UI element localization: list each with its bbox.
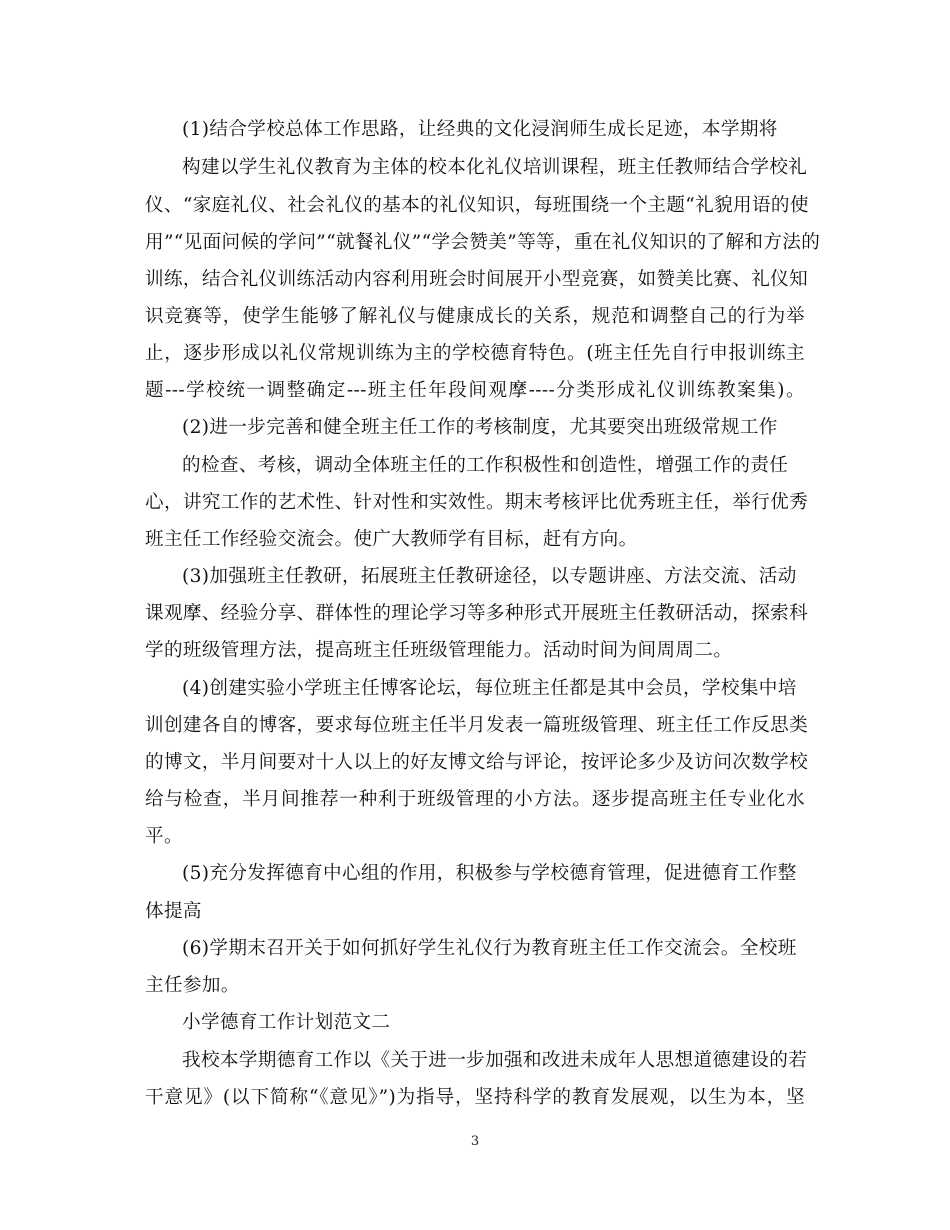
paragraph-4-line-3: 的博文，半月间要对十人以上的好友博文给与评论，按评论多少及访问次数学校 <box>145 752 809 773</box>
paragraph-3-line-2: 课观摩、经验分享、群体性的理论学习等多种形式开展班主任教研活动，探索科 <box>145 603 809 624</box>
paragraph-7-line-2: 干意见》(以下简称“《意见》”)为指导，坚持科学的教育发展观，以生为本，坚 <box>145 1087 805 1108</box>
paragraph-2-line-1: (2)进一步完善和健全班主任工作的考核制度，尤其要突出班级常规工作 <box>182 417 778 438</box>
paragraph-1-line-8: 题---学校统一调整确定---班主任年段间观摩----分类形成礼仪训练教案集)。 <box>145 380 805 401</box>
paragraph-4-line-2: 训创建各自的博客，要求每位班主任半月发表一篇班级管理、班主任工作反思类 <box>145 715 809 736</box>
page-number: 3 <box>470 1134 480 1149</box>
paragraph-2-line-3: 心，讲究工作的艺术性、针对性和实效性。期末考核评比优秀班主任，举行优秀 <box>145 492 809 513</box>
paragraph-3-line-1: (3)加强班主任教研，拓展班主任教研途径，以专题讲座、方法交流、活动 <box>182 566 797 587</box>
paragraph-7-line-1: 我校本学期德育工作以《关于进一步加强和改进未成年人思想道德建设的若 <box>182 1050 808 1071</box>
paragraph-1-line-7: 止，逐步形成以礼仪常规训练为主的学校德育特色。(班主任先自行申报训练主 <box>145 343 805 364</box>
paragraph-1-line-2: 构建以学生礼仪教育为主体的校本化礼仪培训课程，班主任教师结合学校礼 <box>182 157 808 178</box>
section-title: 小学德育工作计划范文二 <box>182 1012 391 1033</box>
paragraph-6-line-1: (6)学期末召开关于如何抓好学生礼仪行为教育班主任工作交流会。全校班 <box>182 938 797 959</box>
paragraph-3-line-3: 学的班级管理方法，提高班主任班级管理能力。活动时间为间周周二。 <box>145 640 733 661</box>
paragraph-4-line-1: (4)创建实验小学班主任博客论坛，每位班主任都是其中会员，学校集中培 <box>182 678 797 699</box>
paragraph-1-line-1: (1)结合学校总体工作思路，让经典的文化浸润师生成长足迹，本学期将 <box>182 119 778 140</box>
paragraph-1-line-3: 仪、“家庭礼仪、社会礼仪的基本的礼仪知识，每班围绕一个主题“礼貌用语的使 <box>145 195 809 216</box>
paragraph-6-line-2: 主任参加。 <box>145 975 240 996</box>
paragraph-1-line-4: 用”“见面问候的学问”“就餐礼仪”“学会赞美”等等，重在礼仪知识的了解和方法的 <box>145 232 821 253</box>
paragraph-2-line-4: 班主任工作经验交流会。使广大教师学有目标，赶有方向。 <box>145 529 638 550</box>
paragraph-1-line-6: 识竞赛等，使学生能够了解礼仪与健康成长的关系，规范和调整自己的行为举 <box>145 306 805 327</box>
paragraph-1-line-5: 训练，结合礼仪训练活动内容利用班会时间展开小型竞赛，如赞美比赛、礼仪知 <box>145 269 809 290</box>
paragraph-4-line-5: 平。 <box>145 826 183 847</box>
paragraph-5-line-1: (5)充分发挥德育中心组的作用，积极参与学校德育管理，促进德育工作整 <box>182 863 797 884</box>
paragraph-5-line-2: 体提高 <box>145 901 202 922</box>
paragraph-4-line-4: 给与检查，半月间推荐一种利于班级管理的小方法。逐步提高班主任专业化水 <box>145 789 805 810</box>
paragraph-2-line-2: 的检查、考核，调动全体班主任的工作积极性和创造性，增强工作的责任 <box>182 455 789 476</box>
